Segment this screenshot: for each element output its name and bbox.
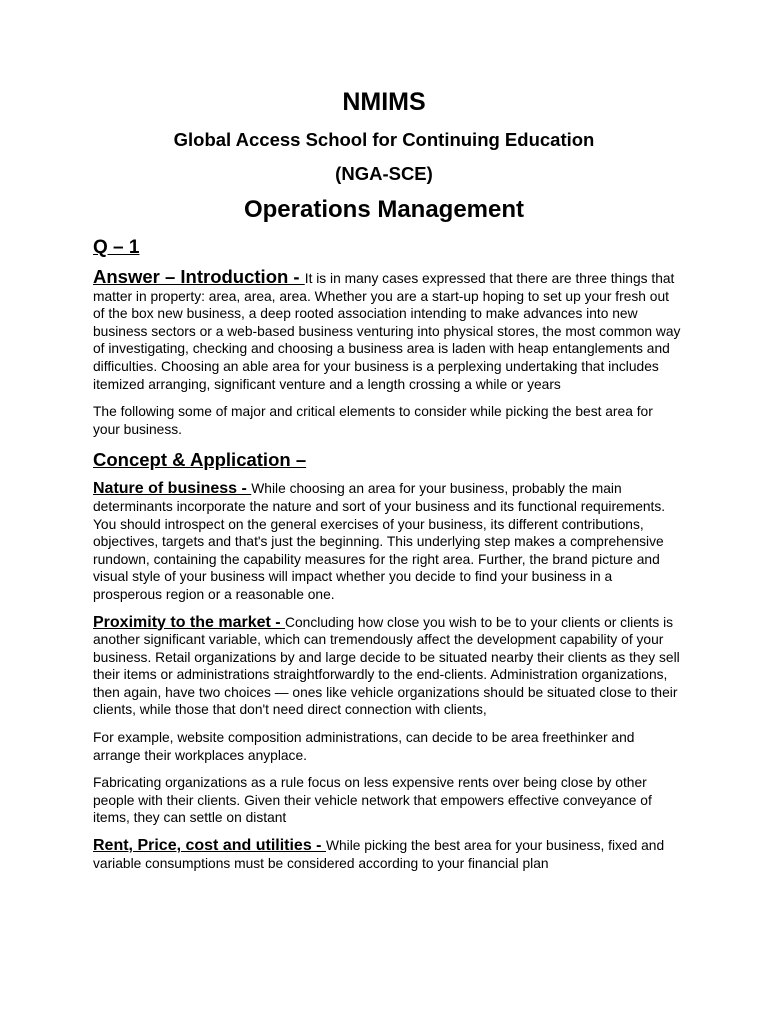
following-paragraph: The following some of major and critical elements to consider while picking the best area for your business.	[93, 404, 653, 437]
proximity-text: Concluding how close you wish to be to your clients or clients is another significant variable, which can tremendously affect the development capability of your business. Retail organizations by and large decide to be situated nearby their clients as they sell their items or administrations straightforwardly to the end-clients. Administration organizations, then again, have two choices — ones like vehicle organizations should be situated close to their clients, while those that don't need direct connection with clients,	[93, 614, 680, 718]
document-body	[93, 236, 683, 882]
school-abbreviation: (NGA-SCE)	[335, 163, 433, 184]
answer-lead: Answer – Introduction -	[93, 266, 305, 287]
proximity-paragraph	[93, 614, 683, 720]
school-name: Global Access School for Continuing Education	[173, 129, 595, 150]
fabricating-paragraph: Fabricating organizations as a rule focus on less expensive rents over being close by other people with their clients. Given their vehicle network that empowers effective conveyance of items, they can settle on distant	[93, 775, 652, 826]
answer-introduction	[93, 268, 683, 393]
rent-text: While picking the best area for your business, fixed and variable consumptions must be considered according to your financial plan	[93, 838, 665, 871]
concept-heading: Concept & Application –	[93, 449, 307, 471]
answer-text: It is in many cases expressed that there are three things that matter in property: area, area, area. Whether you are a start-up hoping to set up your fresh out of the box new business, a deep rooted association intending to make advances into new business sectors or a web-based business venturing into physical stores, the most common way of investigating, checking and choosing a business area is laden with heap entanglements and difficulties. Choosing an able area for your business is a perplexing undertaking that includes itemized arranging, significant venture and a length crossing a while or years	[93, 271, 681, 392]
question-number: Q – 1	[93, 237, 140, 258]
rent-paragraph	[93, 837, 683, 872]
proximity-lead: Proximity to the market -	[93, 613, 286, 631]
document-title: NMIMS	[342, 88, 426, 116]
rent-lead: Rent, Price, cost and utilities -	[93, 837, 326, 855]
nature-paragraph	[93, 480, 683, 603]
nature-lead: Nature of business -	[93, 480, 252, 498]
example-paragraph: For example, website composition administrations, can decide to be area freethinker and arrange their workplaces anyplace.	[93, 730, 635, 763]
nature-text: While choosing an area for your business, probably the main determinants incorporate the nature and sort of your business and its functional requirements. You should introspect on the general exercises of your business, its different contributions, objectives, targets and that's just the beginning. This underlying step makes a comprehensive rundown, containing the capability measures for the right area. Further, the brand picture and visual style of your business will impact whether you decide to find your business in a prosperous region or a reasonable one.	[93, 481, 666, 602]
subject-title: Operations Management	[243, 196, 525, 223]
